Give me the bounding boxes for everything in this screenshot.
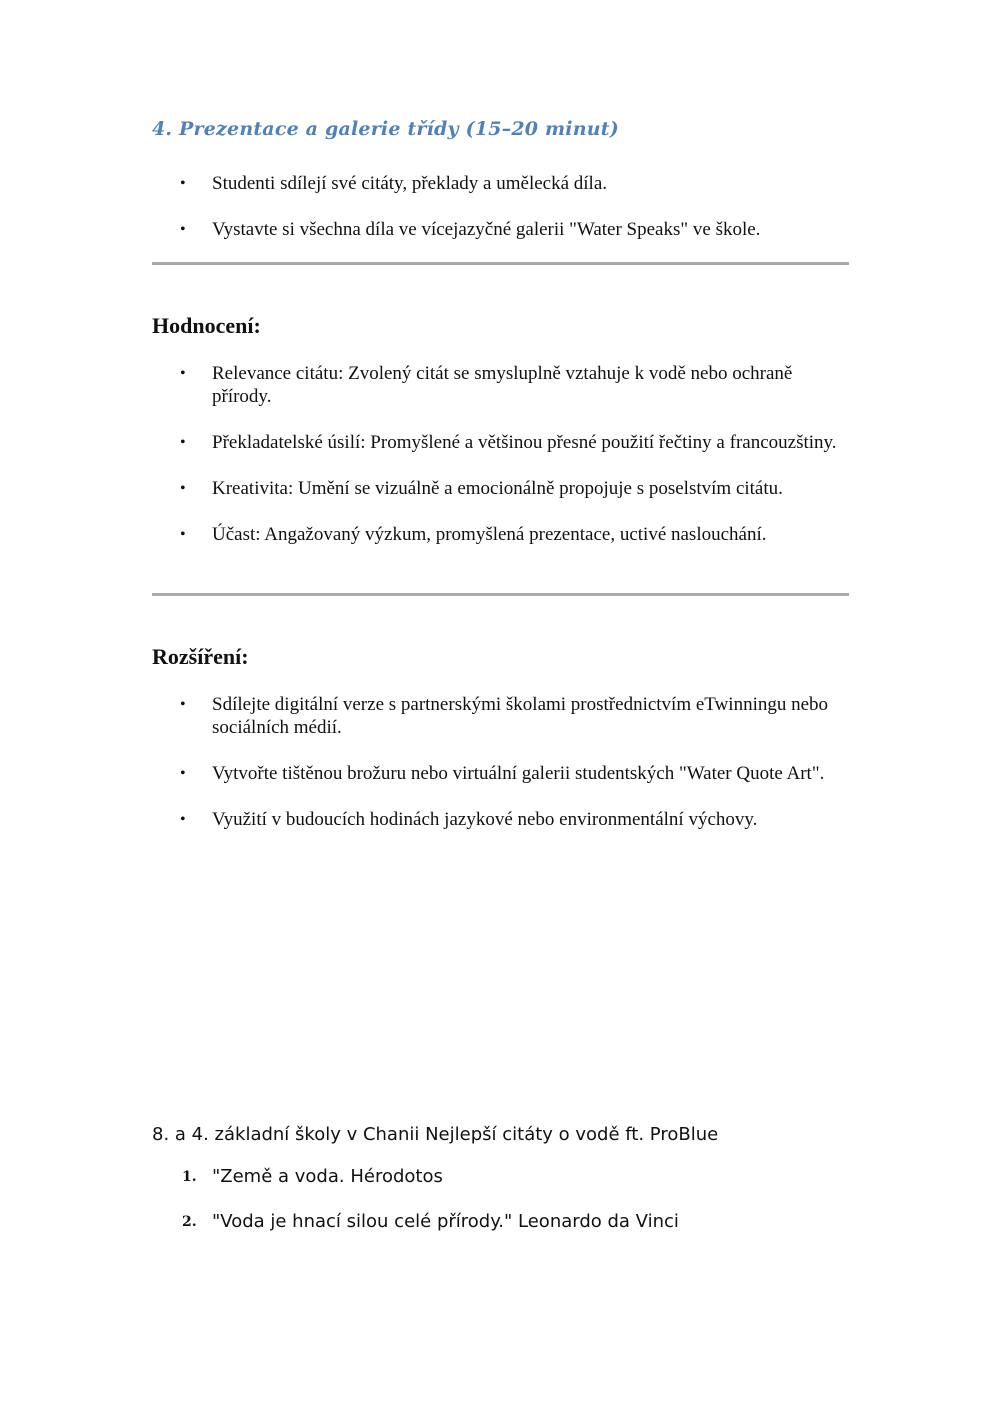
quote-text: "Země a voda. Hérodotos — [212, 1166, 443, 1187]
quote-text: "Voda je hnací silou celé přírody." Leonardo da Vinci — [212, 1211, 679, 1232]
list-item — [172, 431, 842, 454]
list-item — [172, 362, 842, 408]
list-number: 1. — [182, 1169, 197, 1185]
list-item — [172, 172, 842, 195]
bullet-icon: • — [180, 365, 186, 382]
list-item-text: Vytvořte tištěnou brožuru nebo virtuální galerii studentských "Water Quote Art". — [212, 763, 825, 784]
list-item-text: Kreativita: Umění se vizuálně a emocionálně propojuje s poselstvím citátu. — [212, 478, 783, 499]
bullet-icon: • — [180, 221, 186, 238]
list-item-text: Překladatelské úsilí: Promyšlené a většinou přesné použití řečtiny a francouzštiny. — [212, 432, 837, 453]
bullet-icon: • — [180, 434, 186, 451]
extension-heading: Rozšíření: — [152, 644, 249, 669]
presentation-heading: 4. Prezentace a galerie třídy (15–20 minut) — [152, 118, 619, 140]
assessment-heading: Hodnocení: — [152, 313, 261, 338]
list-item-text: Sdílejte digitální verze s partnerskými školami prostřednictvím eTwinningu nebo sociálních médií. — [212, 694, 829, 738]
list-item-text: Relevance citátu: Zvolený citát se smysluplně vztahuje k vodě nebo ochraně přírody. — [212, 363, 793, 407]
bullet-icon: • — [180, 765, 186, 782]
bullet-icon: • — [180, 526, 186, 543]
bullet-icon: • — [180, 175, 186, 192]
list-number: 2. — [182, 1214, 197, 1230]
extension-list — [172, 693, 842, 854]
list-item-text: Účast: Angažovaný výzkum, promyšlená prezentace, uctivé naslouchání. — [212, 524, 767, 545]
list-item — [172, 808, 842, 831]
list-item-text: Využití v budoucích hodinách jazykové nebo environmentální výchovy. — [212, 809, 758, 830]
bullet-icon: • — [180, 811, 186, 828]
list-item — [172, 762, 842, 785]
list-item — [172, 693, 842, 739]
bullet-icon: • — [180, 480, 186, 497]
horizontal-divider — [152, 593, 849, 596]
list-item — [172, 477, 842, 500]
bullet-icon: • — [180, 696, 186, 713]
quote-item — [172, 1165, 842, 1188]
list-item — [172, 523, 842, 546]
list-item-text: Vystavte si všechna díla ve vícejazyčné galerii "Water Speaks" ve škole. — [212, 219, 761, 240]
assessment-list — [172, 362, 842, 569]
horizontal-divider — [152, 262, 849, 265]
quote-item — [172, 1210, 842, 1233]
presentation-list — [172, 172, 842, 264]
list-item-text: Studenti sdílejí své citáty, překlady a umělecká díla. — [212, 173, 608, 194]
quotes-title: 8. a 4. základní školy v Chanii Nejlepší citáty o vodě ft. ProBlue — [152, 1124, 719, 1145]
quotes-list — [172, 1165, 842, 1255]
list-item — [172, 218, 842, 241]
